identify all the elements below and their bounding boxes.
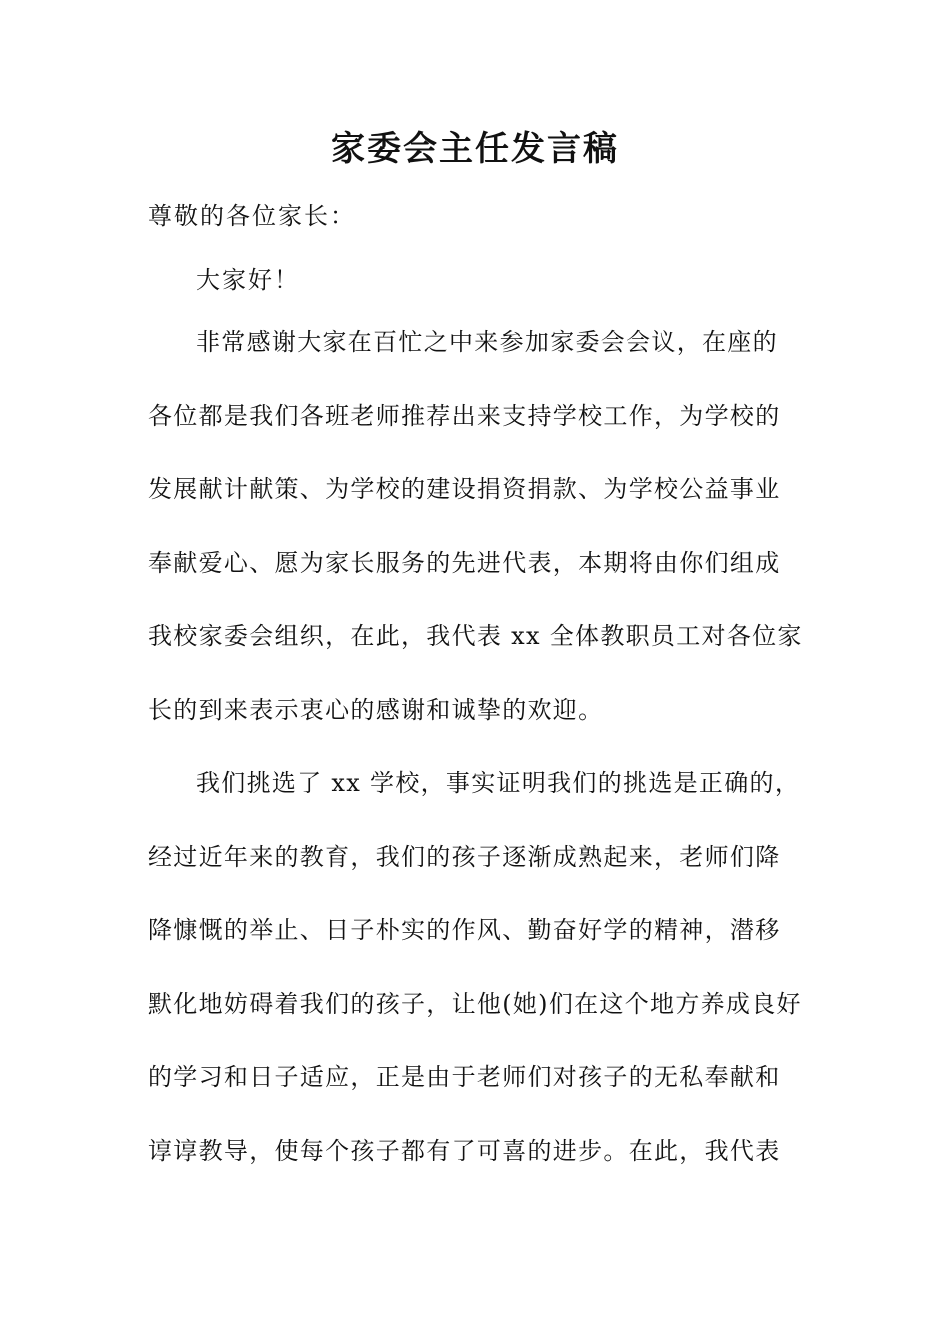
paragraph-1: [148, 306, 808, 747]
paragraph-2: [148, 747, 808, 1188]
paragraph-line: 我们挑选了 xx 学校，事实证明我们的挑选是正确的，: [196, 769, 801, 797]
salutation: 尊敬的各位家长：: [148, 202, 356, 230]
paragraph-line: 经过近年来的教育，我们的孩子逐渐成熟起来，老师们降: [148, 842, 781, 871]
paragraph-line: 各位都是我们各班老师推荐出来支持学校工作，为学校的: [148, 401, 781, 430]
paragraph-line: 谆谆教导，使每个孩子都有了可喜的进步。在此，我代表: [148, 1136, 781, 1165]
paragraph-line: 非常感谢大家在百忙之中来参加家委会会议，在座的: [196, 328, 778, 356]
paragraph-line: 的学习和日子适应，正是由于老师们对孩子的无私奉献和: [148, 1063, 781, 1091]
paragraph-line: 长的到来表示衷心的感谢和诚挚的欢迎。: [148, 695, 604, 724]
paragraph-line: 默化地妨碍着我们的孩子，让他(她)们在这个地方养成良好: [148, 989, 802, 1018]
paragraph-line: 降慷慨的举止、日子朴实的作风、勤奋好学的精神，潜移: [148, 916, 781, 944]
paragraph-line: 发展献计献策、为学校的建设捐资捐款、为学校公益事业: [148, 475, 781, 503]
document-title: 家委会主任发言稿: [331, 129, 619, 169]
paragraph-line: 奉献爱心、愿为家长服务的先进代表，本期将由你们组成: [148, 548, 781, 577]
paragraph-line: 我校家委会组织，在此，我代表 xx 全体教职员工对各位家: [148, 622, 803, 650]
greeting: 大家好！: [196, 266, 300, 294]
